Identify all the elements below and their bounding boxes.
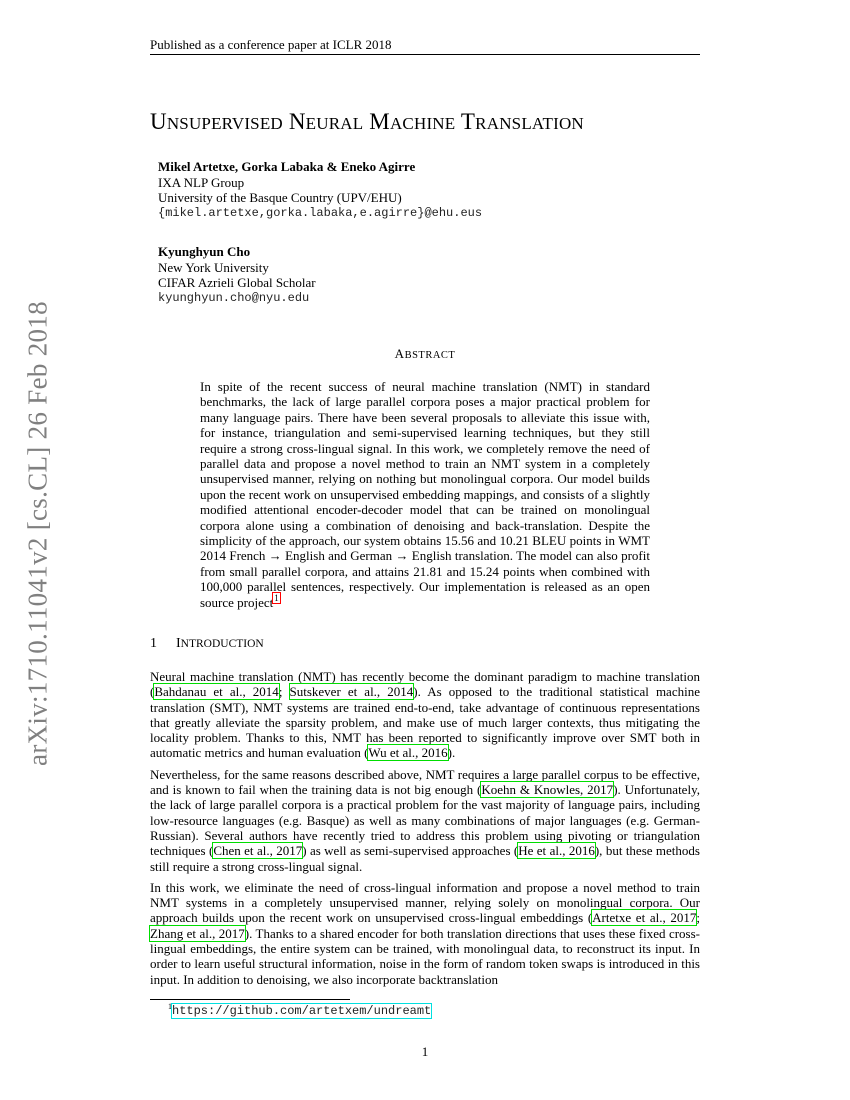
header-rule	[150, 54, 700, 55]
intro-text	[150, 669, 700, 993]
footnote-mark: 1	[168, 1002, 172, 1011]
citation-link[interactable]: Koehn & Knowles, 2017	[481, 782, 614, 798]
author-affiliation: IXA NLP Group	[158, 174, 245, 190]
abstract-body: In spite of the recent success of neural machine translation (NMT) in standard benchmarks, the lack of large parallel corpora poses a major practical problem for many language pairs. There have been several proposals to alleviate this issue with, for instance, triangulation and semi-supervised learning techniques, but they still require a strong cross-lingual signal. In this work, we completely remove the need of parallel data and propose a novel method to train an NMT system in a completely unsupervised manner, relying on nothing but monolingual corpora. Our model builds upon the recent work on unsupervised embedding mappings, and consists of a slightly modified attentional encoder-decoder model that can be trained on monolingual corpora alone using a combination of denoising and back-translation. Despite the simplicity of the approach, our system obtains 15.56 and 10.21 BLEU points in WMT 2014 French → English and German → English translation. The model can also profit from small parallel corpora, and attains 21.81 and 15.24 points when combined with 100,000 parallel sentences, respectively. Our implementation is released as an open source project$^1$	[200, 379, 650, 610]
arxiv-side-stamp: arXiv:1710.11041v2 [cs.CL] 26 Feb 2018	[22, 301, 53, 766]
author-affiliation: New York University	[158, 259, 269, 275]
footnote-link[interactable]: 1	[274, 593, 279, 604]
author-names: Kyunghyun Cho	[158, 244, 251, 259]
author-affiliation: University of the Basque Country (UPV/EHU)	[158, 190, 402, 205]
citation-link[interactable]: Sutskever et al., 2014	[289, 684, 414, 700]
author-block-2	[158, 244, 316, 306]
running-header: Published as a conference paper at ICLR 2018	[150, 37, 392, 52]
author-email[interactable]: kyunghyun.cho@nyu.edu	[158, 290, 310, 305]
citation-link[interactable]: Bahdanau et al., 2014	[154, 684, 279, 700]
citation-link[interactable]: He et al., 2016	[518, 843, 595, 859]
citation-link[interactable]: Chen et al., 2017	[213, 843, 303, 859]
paragraph: Nevertheless, for the same reasons described above, NMT requires a large parallel corpus to be effective, and is known to fail when the training data is not big enough (Koehn & Knowles, 2017). Unfortunately, the lack of large parallel corpora is a practical problem for the vast majority of language pairs, including low-resource languages (e.g. Basque) as well as many combinations of major languages (e.g. German-Russian). Several authors have recently tried to address this problem using pivoting or triangulation techniques (Chen et al., 2017) as well as semi-supervised approaches (He et al., 2016), but these methods still require a strong cross-lingual signal.	[150, 766, 700, 874]
author-affiliation: CIFAR Azrieli Global Scholar	[158, 275, 316, 290]
paper-title: UNSUPERVISED NEURAL MACHINE TRANSLATION	[150, 109, 584, 134]
citation-link[interactable]: Artetxe et al., 2017	[592, 910, 697, 926]
footnote-url-link[interactable]: https://github.com/artetxem/undreamt	[172, 1003, 432, 1018]
author-block-1	[158, 159, 482, 221]
paragraph: In this work, we eliminate the need of cross-lingual information and propose a novel method to train NMT systems in a completely unsupervised manner, relying solely on monolingual corpora. Our approach builds upon the recent work on unsupervised cross-lingual embeddings (Artetxe et al., 2017; Zhang et al., 2017). Thanks to a shared encoder for both translation directions that uses these fixed cross-lingual embeddings, the entire system can be trained, with monolingual data, to reconstruct its input. In order to learn useful structural information, noise in the form of random token swaps is introduced in this input. In addition to denoising, we also incorporate backtranslation	[150, 879, 700, 987]
author-names: Mikel Artetxe, Gorka Labaka & Eneko Agirre	[158, 159, 416, 174]
citation-link[interactable]: Zhang et al., 2017	[150, 925, 245, 941]
page-number: 1	[421, 1044, 429, 1059]
paragraph: Neural machine translation (NMT) has recently become the dominant paradigm to machine translation (Bahdanau et al., 2014; Sutskever et al., 2014). As opposed to the traditional statistical machine translation (SMT), NMT systems are trained end-to-end, take advantage of continuous representations that greatly alleviate the sparsity problem, and make use of much larger contexts, thus mitigating the locality problem. Thanks to this, NMT has been reported to significantly improve over SMT both in automatic metrics and human evaluation (Wu et al., 2016).	[150, 669, 700, 761]
section-heading: 1 INTRODUCTION	[150, 636, 264, 651]
section-number: 1	[150, 636, 157, 651]
footnote	[168, 1002, 431, 1018]
citation-link[interactable]: Wu et al., 2016	[368, 745, 448, 761]
footnote-rule	[150, 999, 350, 1000]
author-email[interactable]: {mikel.artetxe,gorka.labaka,e.agirre}@ehu.eus	[158, 205, 483, 220]
abstract-heading: ABSTRACT	[394, 346, 456, 361]
